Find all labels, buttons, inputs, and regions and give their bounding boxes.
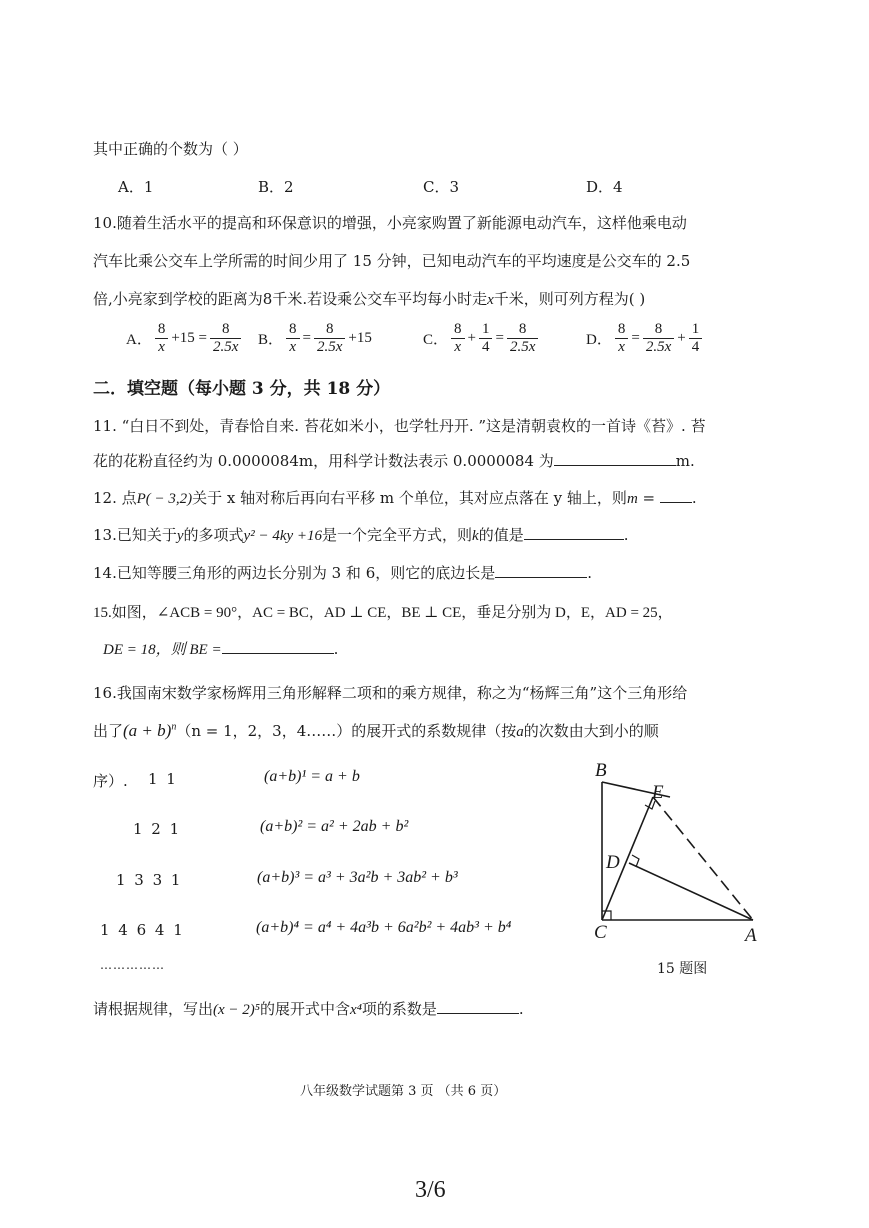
q13-text-a: 13.已知关于: [93, 526, 177, 544]
fraction: $\frac{8}{2.5x}$: [643, 321, 674, 356]
q13-poly: y² − 4ky +16: [243, 528, 323, 544]
q16-line2: 出了$(a + b)^n(n = 1$，2，3，4……）的展开式的系数规律（按a的次数由大到小的顺: [93, 721, 659, 740]
yanghui-row-1: 1 1: [148, 770, 176, 788]
fraction: $\frac{8}{2.5x}$: [507, 321, 538, 356]
q16-var-a: a: [516, 724, 524, 740]
figure-caption: 15 题图: [657, 961, 708, 977]
q10-line3: [93, 288, 645, 309]
q16-last-term: x⁴: [350, 1002, 362, 1018]
q13-var-k: k: [472, 528, 479, 544]
expansion-2: (a+b)² = a² + 2ab + b²: [260, 818, 409, 835]
expansion-1: (a+b)¹ = a + b: [264, 768, 360, 785]
yanghui-row-2: 1 2 1: [133, 820, 180, 838]
q10-option-d: D． $\frac{8}{x}$ = $\frac{8}{2.5x}$ + $\frac{1}{4}$: [586, 321, 702, 356]
q9-option-b: B．2: [258, 178, 294, 196]
answer-blank: [524, 525, 624, 540]
q9-option-a: A．1: [118, 178, 154, 196]
q10-line2: 汽车比乘公交车上学所需的时间少用了 15 分钟，已知电动汽车的平均速度是公交车的 2.5: [93, 252, 691, 270]
q16-last-b: 的展开式中含: [260, 1000, 351, 1018]
answer-blank: [554, 451, 676, 466]
label-a: A: [745, 925, 757, 946]
q16-line1: 16.我国南宋数学家杨辉用三角形解释二项和的乘方规律，称之为“杨辉三角”这个三角形给: [93, 684, 688, 702]
q12-text-a: 12. 点: [93, 489, 137, 507]
q16-line3: 序）.: [93, 772, 128, 790]
q16-last-a: 请根据规律，写出: [93, 1000, 214, 1018]
q9-option-d: D．4: [586, 178, 623, 196]
yanghui-row-3: 1 3 3 1: [116, 871, 181, 889]
q10-option-b-letter: B．: [258, 332, 284, 348]
fraction: $\frac{8}{x}$: [155, 321, 169, 356]
fraction: $\frac{8}{x}$: [451, 321, 465, 356]
q11-line2: [93, 450, 695, 471]
q13-var-y: y: [176, 528, 184, 544]
q16-last-c: 项的系数是: [361, 1000, 437, 1018]
q16-last-expr: (x − 2)⁵: [213, 1002, 261, 1018]
segment-ea-dashed: [653, 797, 753, 920]
q9-stem: 其中正确的个数为（ ）: [93, 140, 248, 158]
q15-line1: 15.如图，∠ACB = 90°，AC = BC，AD ⊥ CE，BE ⊥ CE，垂足分别为 D，E，AD = 25，: [93, 605, 673, 621]
q10-option-a: A． $\frac{8}{x}$ +15 = $\frac{8}{2.5x}$: [126, 321, 241, 356]
q16-line2-c: 的次数由大到小的顺: [523, 722, 659, 740]
fraction: $\frac{8}{2.5x}$: [314, 321, 345, 356]
fraction: $\frac{8}{x}$: [286, 321, 300, 356]
q12-line: 12. 点P( − 3,2)关于 x 轴对称后再向右平移 m 个单位，其对应点落在 y 轴上，则m = .: [93, 489, 697, 507]
segment-da: [629, 863, 753, 920]
q11-line2-text: 花的花粉直径约为 0.0000084m，用科学计数法表示 0.0000084 为: [93, 452, 554, 470]
fraction: $\frac{1}{4}$: [479, 321, 493, 356]
page-footer: 八年级数学试题第 3 页 （共 6 页）: [300, 1084, 507, 1099]
expansion-4: (a+b)⁴ = a⁴ + 4a³b + 6a²b² + 4ab³ + b⁴: [256, 919, 512, 936]
q12-eq: =: [637, 489, 660, 507]
q10-option-d-letter: D．: [586, 332, 612, 348]
q16-line2-b: （n = 1，2，3，4……）的展开式的系数规律（按: [176, 722, 517, 740]
answer-blank: [495, 563, 587, 578]
q15-line2-text: DE = 18，则 BE =: [103, 642, 222, 658]
q10-option-c: C． $\frac{8}{x}$ + $\frac{1}{4}$ = $\frac{8}{2.5x}$: [423, 321, 538, 356]
q16-question: 请根据规律，写出(x − 2)⁵的展开式中含x⁴项的系数是 .: [93, 1000, 524, 1018]
answer-blank: [660, 488, 692, 503]
label-b: B: [595, 760, 607, 781]
q12-text-b: 关于 x 轴对称后再向右平移 m 个单位，其对应点落在 y 轴上，则: [192, 489, 627, 507]
label-d: D: [606, 852, 620, 873]
q9-option-c: C．3: [423, 178, 460, 196]
fraction: $\frac{1}{4}$: [689, 321, 703, 356]
q13-text-c: 是一个完全平方式，则: [322, 526, 473, 544]
q16-line2-a: 出了: [93, 722, 124, 740]
q13-line: 13.已知关于y的多项式y² − 4ky +16是一个完全平方式，则k的值是 .: [93, 526, 629, 544]
continuation-dots: ……………: [100, 958, 165, 972]
q10-option-b: B． $\frac{8}{x}$ = $\frac{8}{2.5x}$ +15: [258, 321, 372, 355]
answer-blank: [437, 999, 519, 1014]
page-number: 3/6: [415, 1177, 446, 1203]
q15-line2: DE = 18，则 BE = .: [103, 640, 339, 658]
section-2-title: 二．填空题（每小题 3 分，共 18 分）: [93, 379, 391, 399]
q11-line1: 11. “白日不到处，青春恰自来. 苔花如米小，也学牡丹开. ”这是清朝袁枚的一首诗《苔》. 苔: [93, 417, 706, 435]
q14-text: 14.已知等腰三角形的两边长分别为 3 和 6，则它的底边长是: [93, 564, 496, 582]
q10-option-c-letter: C．: [423, 332, 449, 348]
q10-line1: 10.随着生活水平的提高和环保意识的增强，小亮家购置了新能源电动汽车，这样他乘电动: [93, 214, 687, 232]
q10-line3-b: 千米，则可列方程为( ): [493, 290, 646, 308]
q11-unit: m.: [675, 452, 695, 470]
q12-point: P( − 3,2): [136, 491, 193, 507]
fraction: $\frac{8}{2.5x}$: [210, 321, 241, 356]
fraction: $\frac{8}{x}$: [615, 321, 629, 356]
label-e: E: [652, 782, 664, 803]
q13-text-b: 的多项式: [183, 526, 244, 544]
q12-var-m: m: [626, 491, 638, 507]
q10-var-x: x: [487, 292, 494, 308]
q10-option-a-letter: A．: [126, 332, 152, 348]
expansion-3: (a+b)³ = a³ + 3a²b + 3ab² + b³: [257, 869, 458, 886]
q10-line3-a: 倍,小亮家到学校的距离为8千米.若设乘公交车平均每小时走: [93, 290, 488, 308]
label-c: C: [594, 922, 607, 943]
yanghui-row-4: 1 4 6 4 1: [100, 921, 183, 939]
q13-text-d: 的值是: [478, 526, 524, 544]
q14-line: 14.已知等腰三角形的两边长分别为 3 和 6，则它的底边长是 .: [93, 564, 593, 582]
answer-blank: [222, 639, 334, 654]
